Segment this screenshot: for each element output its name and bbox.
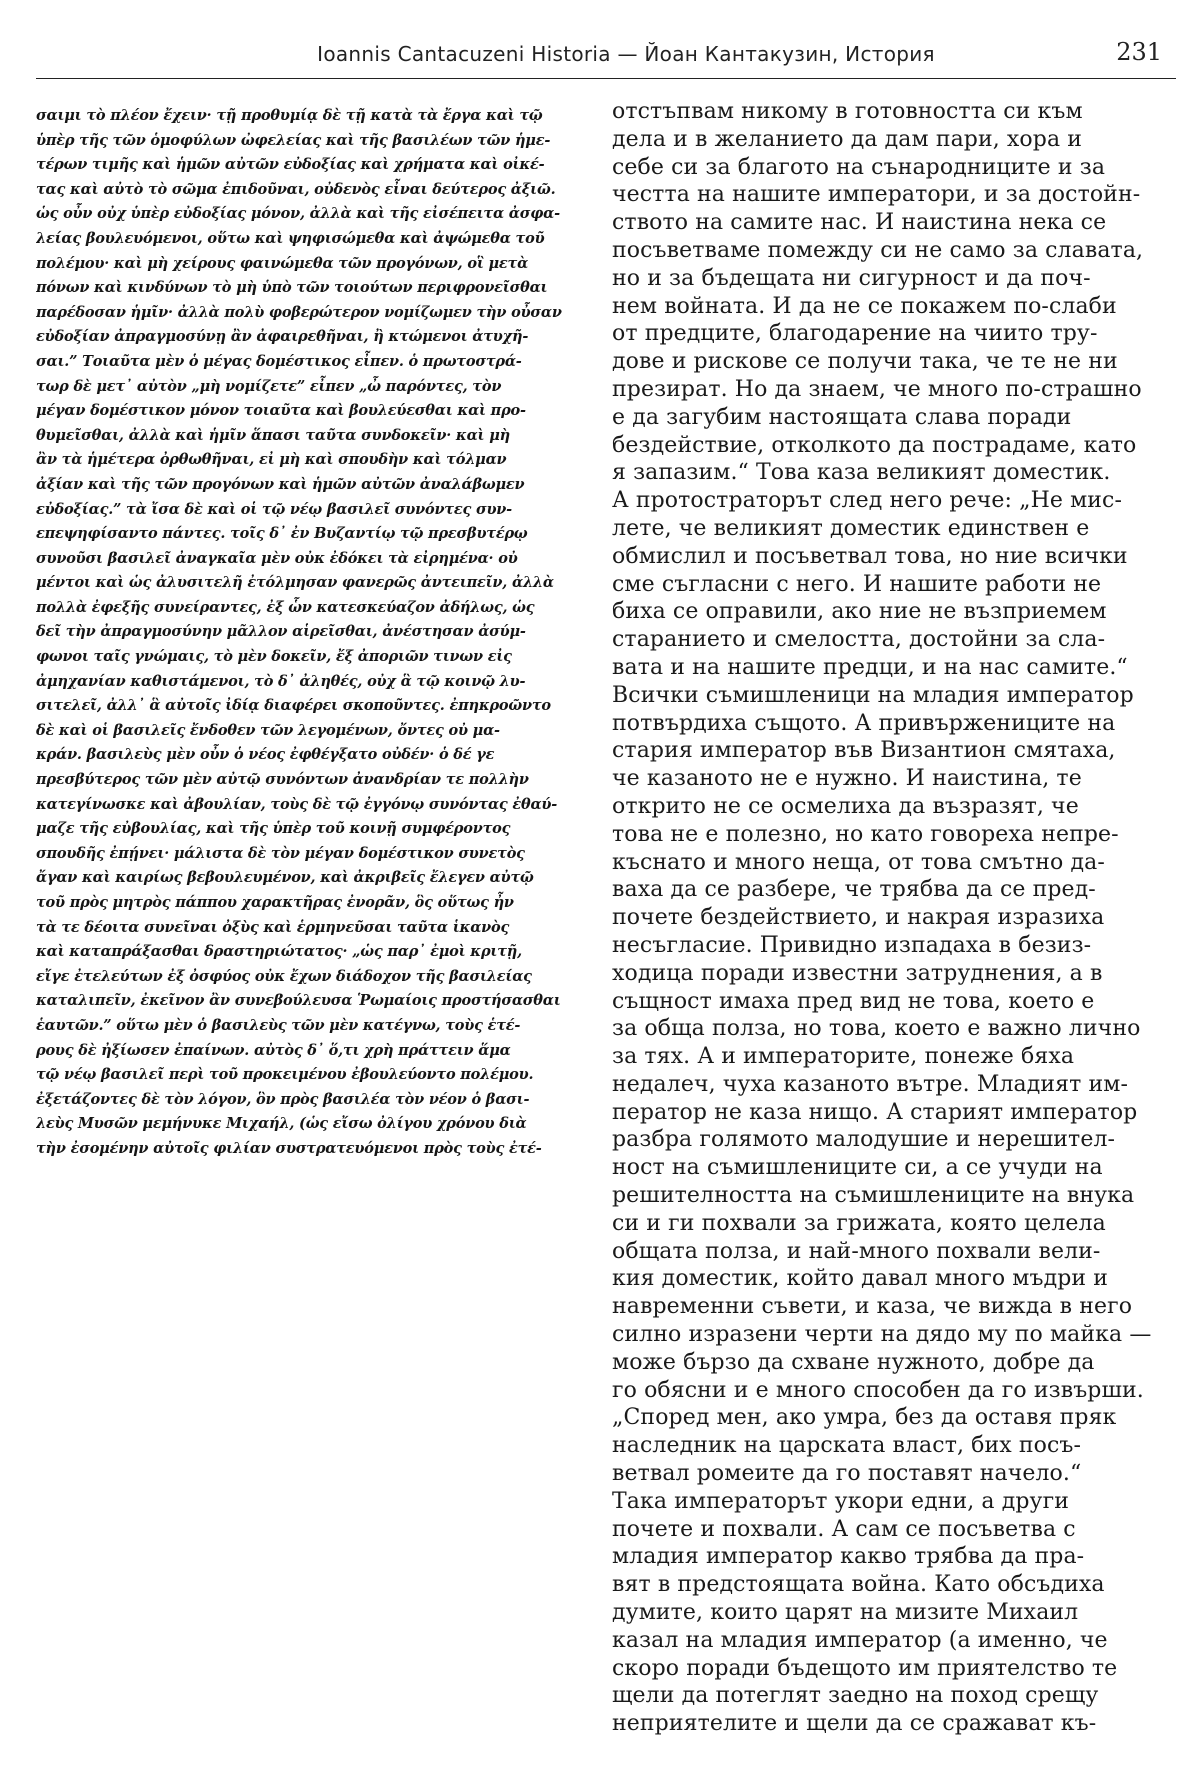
bulgarian-text-line: разбра голямото малодушие и нерешител- [612,1127,1116,1153]
greek-text-column [36,104,596,1254]
greek-text-line: κράν. βασιλεὺς μὲν οὖν ὁ νέος ἐφθέγξατο οὐδέν· ὁ δέ γε [36,746,495,764]
bulgarian-text-line: дове и рискове се получи така, че те не ни [612,349,1118,375]
bulgarian-text-line: открито не се осмелиха да възразят, че [612,793,1079,819]
greek-text-line: μέγαν δομέστικον μόνον τοιαῦτα καὶ βουλεύεσθαι καὶ προ- [36,402,526,420]
greek-text-line: λεὺς Μυσῶν μεμήνυκε Μιχαήλ, (ὡς εἴσω ὀλίγου χρόνου διὰ [36,1115,527,1133]
bulgarian-text-line: почете и похвали. А сам се посъветва с [612,1516,1076,1542]
page-number: 231 [1116,38,1162,66]
greek-text-line: εὐδοξίας.” τὰ ἴσα δὲ καὶ οἱ τῷ νέῳ βασιλεῖ συνόντες συν- [36,500,512,518]
bulgarian-text-line: си и ги похвали за грижата, която целела [612,1210,1106,1236]
bulgarian-text-line: недалеч, чуха казаното вътре. Младият им- [612,1071,1128,1097]
bulgarian-text-line: силно изразени черти на дядо му по майка — [612,1322,1152,1348]
bulgarian-text-line: ператор не каза нищо. А старият император [612,1099,1138,1125]
bulgarian-text-line: „Според мен, ако умра, без да оставя пряк [612,1405,1117,1431]
bulgarian-text-line: потвърдиха същото. А привържениците на [612,710,1116,736]
bulgarian-text-line: може бързо да схване нужното, добре да [612,1349,1095,1375]
greek-text-line: καὶ καταπράξασθαι δραστηριώτατος· „ὡς παρ᾿ ἐμοὶ κριτῇ, [36,943,522,961]
bulgarian-text-line: ветвал ромеите да го поставят начело.“ [612,1461,1082,1487]
bulgarian-text-line: че казаното не е нужно. И наистина, те [612,766,1082,792]
bulgarian-text-line: общата полза, и най-много похвали вели- [612,1238,1101,1264]
bulgarian-text-line: къснато и много неща, от това смътно да- [612,849,1105,875]
greek-text-line: ἀξίαν καὶ τῆς τῶν προγόνων καὶ ἡμῶν αὐτῶν ἀναλάβωμεν [36,475,525,493]
bulgarian-text-column [612,98,1180,1778]
bulgarian-text-line: дела и в желанието да дам пари, хора и [612,126,1083,152]
greek-text-line: ἂν τὰ ἡμέτερα ὀρθωθῆναι, εἰ μὴ καὶ σπουδὴν καὶ τόλμαν [36,451,507,469]
greek-text-line: πολλὰ ἐφεξῆς συνείραντες, ἐξ ὧν κατεσκεύαζον ἀδήλως, ὡς [36,598,535,616]
bulgarian-text-line: честта на нашите императори, и за достойн- [612,182,1141,208]
bulgarian-text-line: казал на младия император (а именно, че [612,1627,1108,1653]
bulgarian-text-line: младия император какво трябва да пра- [612,1544,1085,1570]
bulgarian-text-line: лете, че великият доместик единствен е [612,515,1090,541]
bulgarian-text-line: вят в предстоящата война. Като обсъдиха [612,1572,1105,1598]
bulgarian-text-line: обмислил и посъветвал това, но ние всички [612,543,1128,569]
greek-text-line: πόνων καὶ κινδύνων τὸ μὴ ὑπὸ τῶν τοιούτων περιφρονεῖσθαι [36,279,548,297]
bulgarian-text-line: за обща полза, но това, което е важно лично [612,1016,1141,1042]
greek-text-line: ἄγαν καὶ καιρίως βεβουλευμένον, καὶ ἀκριβεῖς ἔλεγεν αὐτῷ [36,869,534,887]
greek-text-line: πολέμου· καὶ μὴ χείρους φαινώμεθα τῶν προγόνων, οἳ μετὰ [36,254,529,272]
greek-text-line: πρεσβύτερος τῶν μὲν αὐτῷ συνόντων ἀνανδρίαν τε πολλὴν [36,771,529,789]
bulgarian-text-line: вата и на нашите предци, и на нас самите.“ [612,654,1128,680]
bulgarian-text-line: навременни съвети, и каза, че вижда в него [612,1294,1133,1320]
bulgarian-text-line: Всички съмишленици на младия император [612,682,1134,708]
greek-text-line: συνοῦσι βασιλεῖ ἀναγκαῖα μὲν οὐκ ἐδόκει τὰ εἰρημένα· οὐ [36,549,518,567]
bulgarian-text-line: посъветваме помежду си не само за славата, [612,237,1144,263]
greek-text-line: τοῦ πρὸς μητρὸς πάππου χαρακτῆρας ἐνορᾶν, ὃς οὕτως ἦν [36,894,514,911]
bulgarian-text-line: кия доместик, който давал много мъдри и [612,1266,1109,1292]
bulgarian-text-line: почете бездействието, и накрая изразиха [612,905,1105,931]
bulgarian-text-line: ходица поради известни затруднения, а в [612,960,1103,986]
bulgarian-text-line: скоро поради бъдещото им приятелство те [612,1655,1118,1681]
bulgarian-text-line: решителността на съмишлениците на внука [612,1183,1135,1209]
bulgarian-text-line: себе си за благото на сънародниците и за [612,154,1106,180]
greek-text-line: φωνοι ταῖς γνώμαις, τὸ μὲν δοκεῖν, ἔξ ἀποριῶν τινων εἰς [36,648,512,666]
greek-text-line: παρέδοσαν ἡμῖν· ἀλλὰ πολὺ φοβερώτερον νομίζωμεν τὴν οὖσαν [36,303,562,321]
bulgarian-text-line: ваха да се разбере, че трябва да се пред- [612,877,1096,903]
bulgarian-text-line: нем войната. И да не се покажем по-слаби [612,293,1117,319]
bulgarian-text-line: щели да потеглят заедно на поход срещу [612,1683,1099,1709]
greek-text-line: σαι.” Τοιαῦτα μὲν ὁ μέγας δομέστικος εἶπεν. ὁ πρωτοστρά- [36,352,522,370]
bulgarian-text-line: е да загубим настоящата слава поради [612,404,1072,430]
bulgarian-text-line: презират. Но да знаем, че много по-страшно [612,376,1142,402]
bulgarian-text-line: Така императорът укори едни, а други [612,1488,1069,1514]
greek-text-line: σαιμι τὸ πλέον ἔχειν· τῇ προθυμίᾳ δὲ τῇ κατὰ τὰ ἔργα καὶ τῷ [36,107,543,124]
bulgarian-text-line: биха се оправили, ако ние не възприемем [612,599,1107,625]
greek-text-line: μέντοι καὶ ὡς ἀλυσιτελῆ ἐτόλμησαν φανερῶς ἀντειπεῖν, ἀλλὰ [36,574,554,592]
greek-text-line: σπουδῆς ἐπῄνει· μάλιστα δὲ τὸν μέγαν δομέστικον συνετὸς [36,844,525,862]
bulgarian-text-line: но и за бъдещата ни сигурност и да поч- [612,265,1091,291]
greek-text-line: δεῖ τὴν ἀπραγμοσύνην μᾶλλον αἱρεῖσθαι, ἀνέστησαν ἀσύμ- [36,623,526,641]
bulgarian-text-line: от предците, благодарение на чиито тру- [612,321,1098,347]
greek-text-line: κατεγίνωσκε καὶ ἀβουλίαν, τοὺς δὲ τῷ ἐγγόνῳ συνόντας ἐθαύ- [36,795,558,813]
bulgarian-text-line: сме съгласни с него. И нашите работи не [612,571,1102,597]
greek-text-line: ὡς οὖν οὐχ ὑπὲρ εὐδοξίας μόνον, ἀλλὰ καὶ τῆς εἰσέπειτα ἀσφα- [36,205,560,223]
greek-text-line: τὰ τε δέοιτα συνεῖναι ὀξὺς καὶ ἑρμηνεῦσαι ταῦτα ἱκανὸς [36,918,510,936]
greek-text-line: επεψηφίσαντο πάντες. τοῖς δ᾿ ἐν Βυζαντίῳ τῷ πρεσβυτέρῳ [36,525,528,543]
bulgarian-text-line: думите, които царят на мизите Михаил [612,1600,1079,1626]
greek-text-line: ἑαυτῶν.” οὕτω μὲν ὁ βασιλεὺς τῶν μὲν κατέγνω, τοὺς ἑτέ- [36,1016,521,1034]
greek-text-line: ρους δὲ ἠξίωσεν ἐπαίνων. αὐτὸς δ᾿ ὅ,τι χρὴ πράττειν ἅμα [36,1041,511,1059]
greek-text-line: εὐδοξίαν ἀπραγμοσύνῃ ἂν ἀφαιρεθῆναι, ἢ κτώμενοι ἀτυχῆ- [36,328,529,346]
greek-text-line: σιτελεῖ, ἀλλ᾿ ἃ αὐτοῖς ἰδίᾳ διαφέρει σκοποῦντες. ἐπηκροῶντο [36,697,551,715]
greek-text-line: εἴγε ἐτελεύτων ἐξ ὀσφύος οὐκ ἔχων διάδοχον τῆς βασιλείας [36,967,532,985]
bulgarian-text-line: старанието и смелостта, достойни за сла- [612,627,1106,653]
greek-text-line: τωρ δὲ μετ᾿ αὐτὸν „μὴ νομίζετε” εἶπεν „ὦ παρόντες, τὸν [36,377,502,395]
greek-text-line: μαζε τῆς εὐβουλίας, καὶ τῆς ὑπὲρ τοῦ κοινῇ συμφέροντος [36,820,511,838]
greek-text-line: λείας βουλευόμενοι, οὕτω καὶ ψηφισώμεθα καὶ ἀψώμεθα τοῦ [36,229,545,247]
bulgarian-text-line: ност на съмишлениците си, а се учуди на [612,1155,1103,1181]
greek-text-line: τὴν ἐσομένην αὐτοῖς φιλίαν συστρατευόμενοι πρὸς τοὺς ἐτέ- [36,1139,542,1157]
greek-text-line: καταλιπεῖν, ἐκεῖνον ἂν συνεβούλευσα Ῥωμαίοις προστήσασθαι [36,992,561,1010]
bulgarian-text-line: ството на самите нас. И наистина нека се [612,210,1107,236]
bulgarian-text-line: отстъпвам никому в готовността си към [612,99,1083,124]
greek-text-line: τέρων τιμῆς καὶ ἡμῶν αὐτῶν εὐδοξίας καὶ χρήματα καὶ οἰκέ- [36,156,545,174]
bulgarian-text-line: неприятелите и щели да се сражават къ- [612,1711,1097,1737]
greek-text-line: ἀμηχανίαν καθιστάμενοι, τὸ δ᾿ ἀληθές, οὐχ ἃ τῷ κοινῷ λυ- [36,672,526,690]
greek-text-line: ἐξετάζοντες δὲ τὸν λόγον, ὃν πρὸς βασιλέα τὸν νέον ὁ βασι- [36,1090,530,1108]
page-header [36,38,1176,79]
running-title: Ioannis Cantacuzeni Historia — Йоан Кантакузин, История [317,42,935,66]
bulgarian-text-line: бездействие, отколкото да пострадаме, като [612,432,1137,458]
bulgarian-text-line: за тях. А и императорите, понеже бяха [612,1044,1075,1070]
bulgarian-text-line: същност имаха пред вид не това, което е [612,988,1095,1014]
bulgarian-text-line: я запазим.“ Това каза великият доместик. [612,460,1111,486]
bulgarian-text-line: несъгласие. Привидно изпадаха в безиз- [612,932,1092,958]
greek-text-line: τας καὶ αὐτὸ τὸ σῶμα ἐπιδοῦναι, οὐδενὸς εἶναι δεύτερος ἀξιῶ. [36,180,556,198]
greek-text-line: ὑπὲρ τῆς τῶν ὁμοφύλων ὠφελείας καὶ τῆς βασιλέων τῶν ἡμε- [36,131,551,149]
greek-text-line: θυμεῖσθαι, ἀλλὰ καὶ ἡμῖν ἅπασι ταῦτα συνδοκεῖν· καὶ μὴ [36,426,510,444]
greek-text-line: τῷ νέῳ βασιλεῖ περὶ τοῦ προκειμένου ἐβουλεύοντο πολέμου. [36,1066,534,1084]
bulgarian-text-line: наследник на царската власт, бих посъ- [612,1433,1082,1459]
bulgarian-text-line: стария император във Византион смятаха, [612,738,1116,764]
greek-text-line: δὲ καὶ οἱ βασιλεῖς ἔνδοθεν τῶν λεγομένων, ὄντες οὐ μα- [36,721,500,739]
bulgarian-text-line: това не е полезно, но като говореха непре- [612,821,1119,847]
bulgarian-text-line: го обясни и е много способен да го извърши. [612,1377,1144,1403]
bulgarian-text-line: А протостраторът след него рече: „Не мис- [612,488,1123,514]
